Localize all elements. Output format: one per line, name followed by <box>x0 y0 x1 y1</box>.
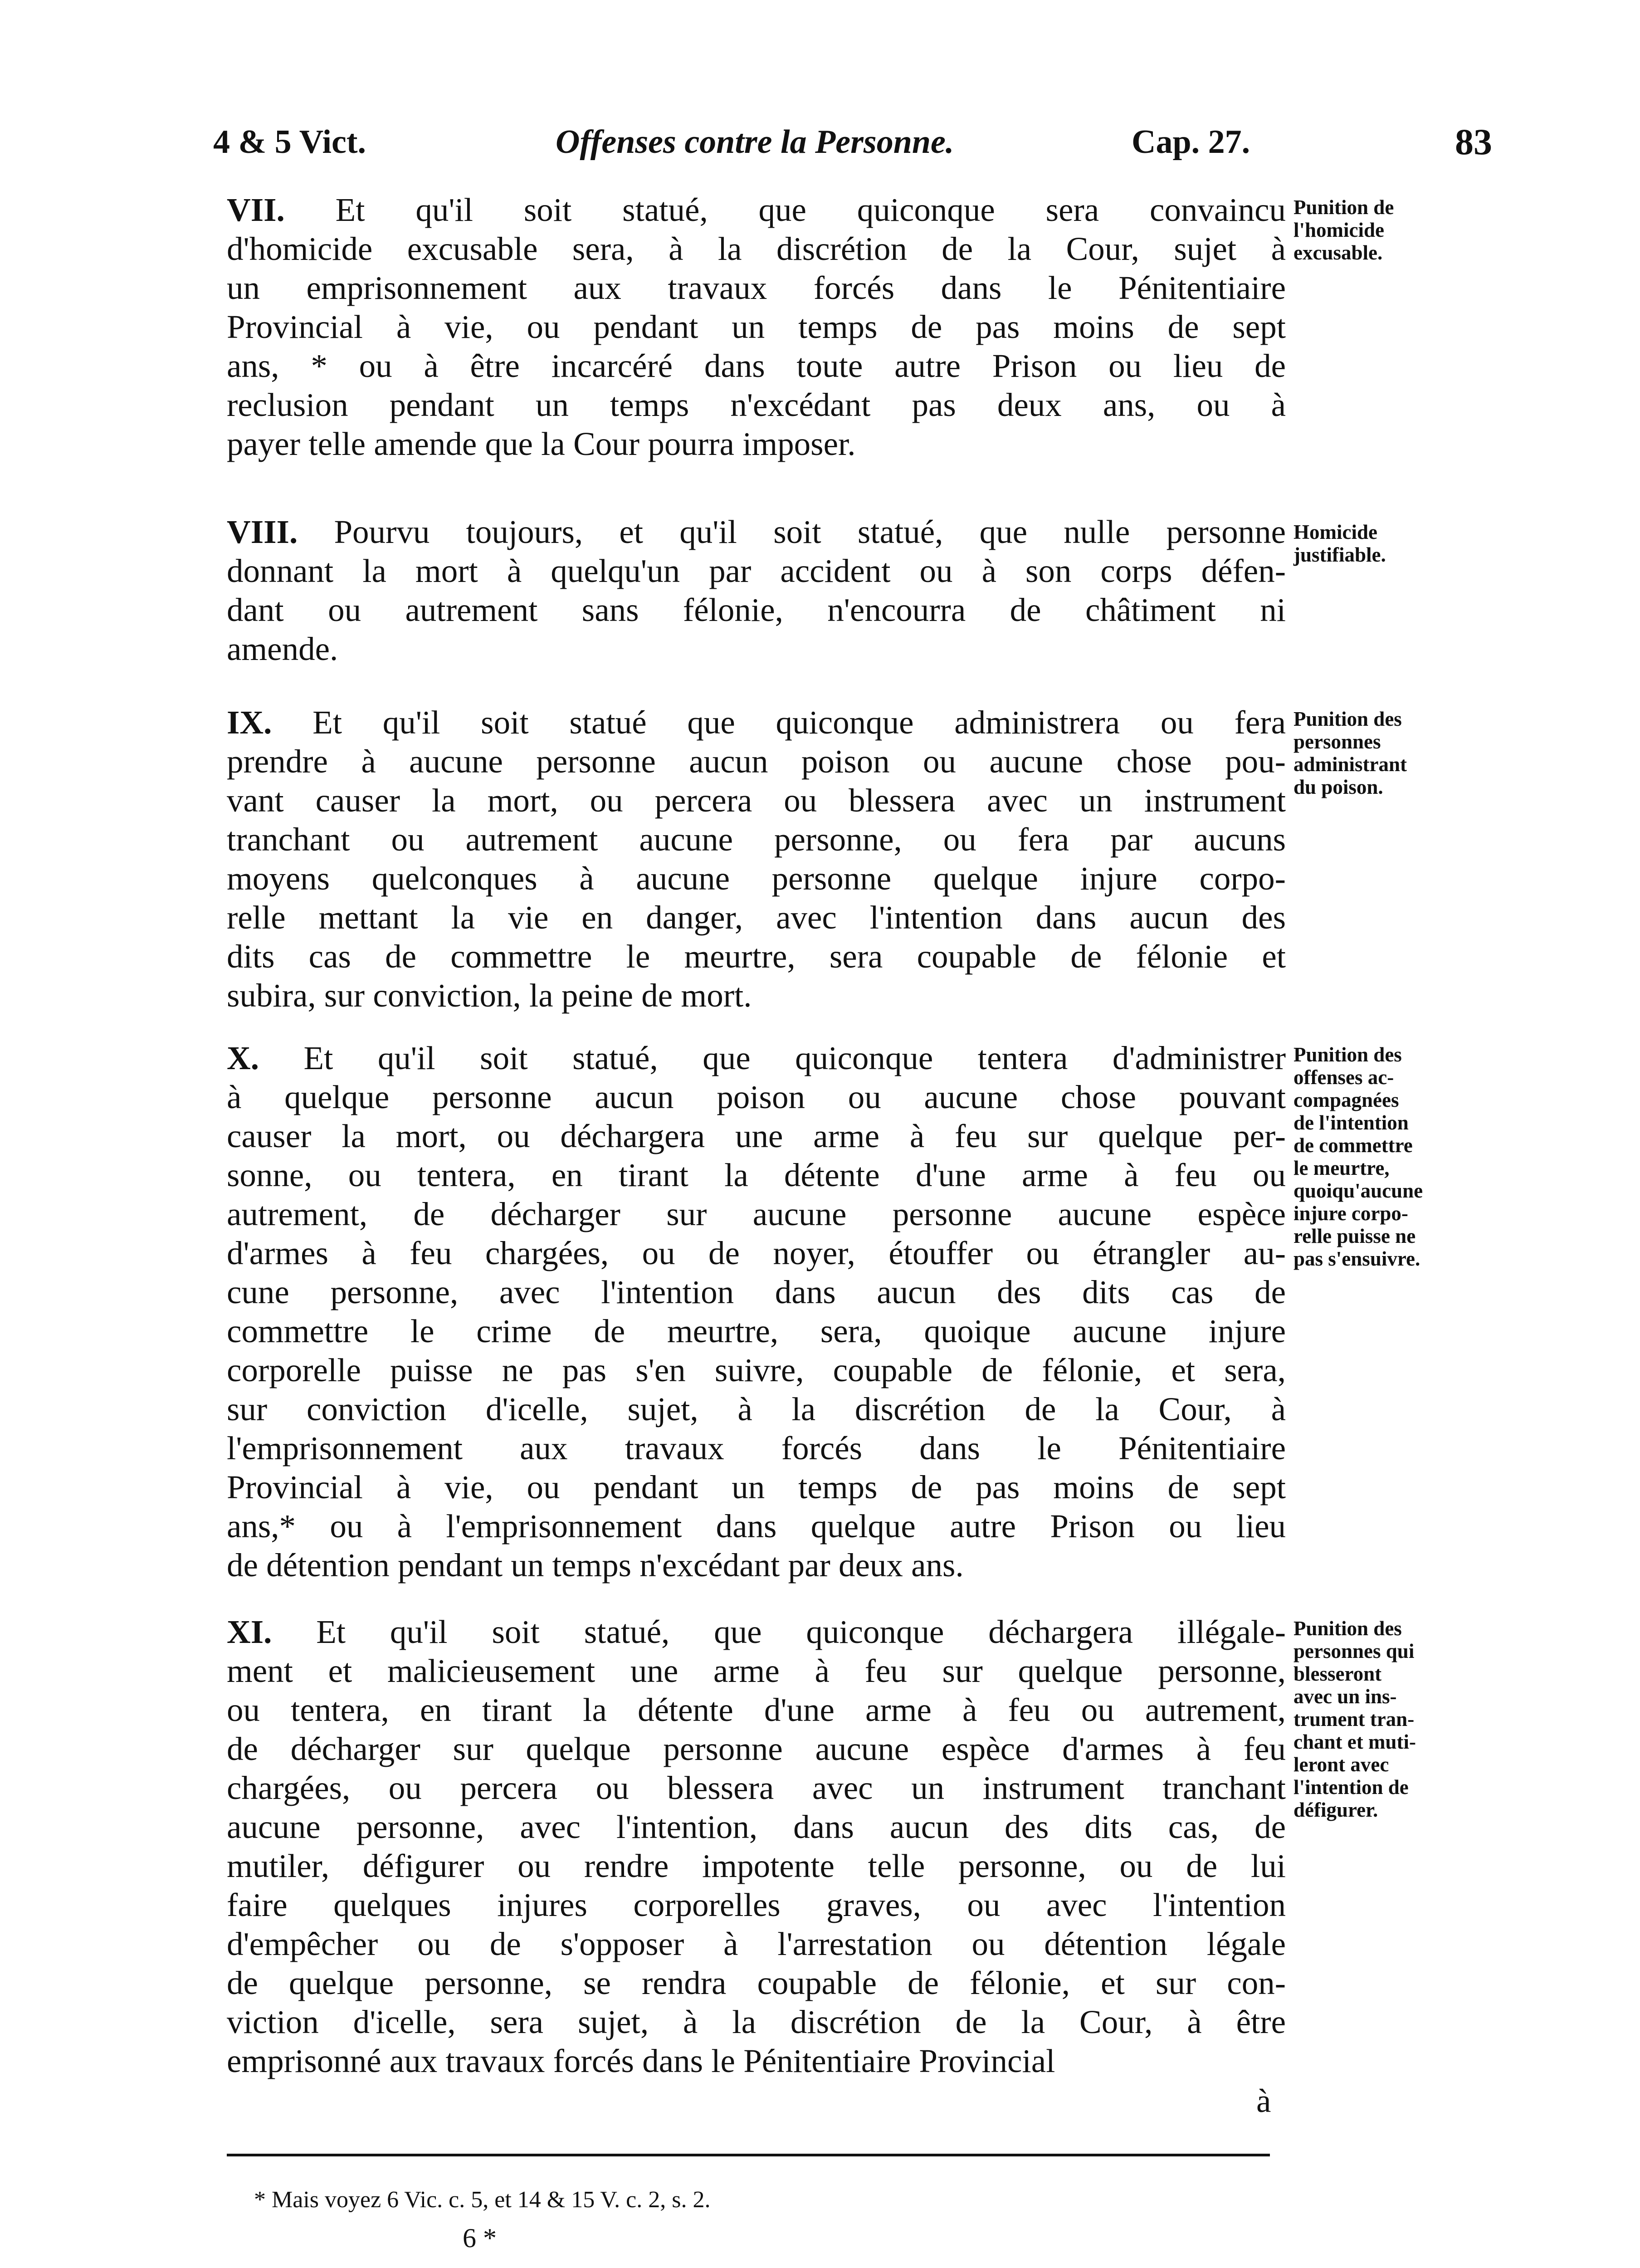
section-number: VIII. <box>227 513 298 550</box>
section-number: IX. <box>227 704 272 741</box>
text-line: prendre à aucune personne aucun poison ou aucune chose pou- <box>227 743 1286 780</box>
text-line: dant ou autrement sans félonie, n'encourra de châtiment ni <box>227 591 1286 628</box>
text-line: à quelque personne aucun poison ou aucune chose pouvant <box>227 1079 1286 1115</box>
text-line: dits cas de commettre le meurtre, sera coupable de félonie et <box>227 938 1286 975</box>
text-line: ou tentera, en tirant la détente d'une arme à feu ou autrement, <box>227 1691 1286 1728</box>
text-line: donnant la mort à quelqu'un par accident ou à son corps défen- <box>227 552 1286 589</box>
page-number: 83 <box>1455 121 1492 162</box>
margin-note-ix: Punition des personnes administrant du poison. <box>1293 708 1407 798</box>
text-line: d'armes à feu chargées, ou de noyer, étouffer ou étrangler au- <box>227 1235 1286 1271</box>
footnote: * Mais voyez 6 Vic. c. 5, et 14 & 15 V. c. 2, s. 2. <box>254 2187 711 2213</box>
text-line: l'emprisonnement aux travaux forcés dans le Pénitentiaire <box>227 1430 1286 1466</box>
text-line: un emprisonnement aux travaux forcés dans le Pénitentiaire <box>227 269 1286 306</box>
regnal-year: 4 & 5 Vict. <box>213 123 366 161</box>
section-x <box>227 1039 1286 1585</box>
section-xi <box>227 1613 1286 2081</box>
margin-note-xi: Punition des personnes qui blesseront avec un ins- trument tran- chant et muti- leront avec l'intention de défigurer. <box>1293 1617 1416 1821</box>
section-number: XI. <box>227 1613 272 1650</box>
text-line: VIII. Pourvu toujours, et qu'il soit statué, que nulle personne <box>227 513 1286 550</box>
text-line: sonne, ou tentera, en tirant la détente d'une arme à feu ou <box>227 1157 1286 1193</box>
text-line: corporelle puisse ne pas s'en suivre, coupable de félonie, et sera, <box>227 1352 1286 1388</box>
text-line: d'empêcher ou de s'opposer à l'arrestation ou détention légale <box>227 1926 1286 1962</box>
section-ix <box>227 703 1286 1015</box>
text-line: viction d'icelle, sera sujet, à la discrétion de la Cour, à être <box>227 2004 1286 2040</box>
text-line: relle mettant la vie en danger, avec l'intention dans aucun des <box>227 899 1286 936</box>
text-line: de détention pendant un temps n'excédant par deux ans. <box>227 1547 964 1584</box>
text-line: IX. Et qu'il soit statué que quiconque administrera ou fera <box>227 704 1286 741</box>
text-line: faire quelques injures corporelles graves, ou avec l'intention <box>227 1887 1286 1923</box>
text-line: tranchant ou autrement aucune personne, ou fera par aucuns <box>227 821 1286 858</box>
text-line: moyens quelconques à aucune personne quelque injure corpo- <box>227 860 1286 897</box>
text-line: de décharger sur quelque personne aucune espèce d'armes à feu <box>227 1730 1286 1767</box>
text-line: ans, * ou à être incarcéré dans toute autre Prison ou lieu de <box>227 347 1286 384</box>
footnote-rule <box>227 2154 1270 2156</box>
text-line: VII. Et qu'il soit statué, que quiconque sera convaincu <box>227 191 1286 228</box>
text-line: ans,* ou à l'emprisonnement dans quelque autre Prison ou lieu <box>227 1508 1286 1545</box>
running-header <box>213 117 1492 167</box>
text-line: X. Et qu'il soit statué, que quiconque tentera d'administrer <box>227 1040 1286 1076</box>
margin-note-x: Punition des offenses ac- compagnées de l'intention de commettre le meurtre, quoiqu'aucune injure corpo- relle puisse ne pas s'ensuivre. <box>1293 1043 1423 1270</box>
text-line: amende. <box>227 631 338 667</box>
text-line: reclusion pendant un temps n'excédant pas deux ans, ou à <box>227 386 1286 423</box>
text-line: Provincial à vie, ou pendant un temps de pas moins de sept <box>227 1469 1286 1505</box>
text-line: aucune personne, avec l'intention, dans aucun des dits cas, de <box>227 1809 1286 1845</box>
text-line: subira, sur conviction, la peine de mort. <box>227 977 752 1014</box>
text-line: causer la mort, ou déchargera une arme à feu sur quelque per- <box>227 1118 1286 1154</box>
text-line: Provincial à vie, ou pendant un temps de pas moins de sept <box>227 308 1286 345</box>
running-title: Offenses contre la Personne. <box>556 123 954 161</box>
text-line: mutiler, défigurer ou rendre impotente telle personne, ou de lui <box>227 1848 1286 1884</box>
section-vii <box>227 191 1286 464</box>
text-line: emprisonné aux travaux forcés dans le Pénitentiaire Provincial <box>227 2043 1055 2079</box>
text-line: autrement, de décharger sur aucune personne aucune espèce <box>227 1196 1286 1232</box>
margin-note-viii: Homicide justifiable. <box>1293 521 1386 566</box>
text-line: vant causer la mort, ou percera ou blessera avec un instrument <box>227 782 1286 819</box>
text-line: payer telle amende que la Cour pourra imposer. <box>227 425 856 462</box>
text-line: ment et malicieusement une arme à feu sur quelque personne, <box>227 1652 1286 1689</box>
text-line: de quelque personne, se rendra coupable de félonie, et sur con- <box>227 1965 1286 2001</box>
text-line: cune personne, avec l'intention dans aucun des dits cas de <box>227 1274 1286 1310</box>
section-number: VII. <box>227 191 285 228</box>
chapter-number: Cap. 27. <box>1132 123 1250 161</box>
signature-mark: 6 * <box>463 2223 497 2253</box>
catchword: à <box>1256 2082 1271 2119</box>
margin-note-vii: Punition de l'homicide excusable. <box>1293 196 1394 264</box>
text-line: sur conviction d'icelle, sujet, à la discrétion de la Cour, à <box>227 1391 1286 1427</box>
section-number: X. <box>227 1040 259 1076</box>
text-line: chargées, ou percera ou blessera avec un instrument tranchant <box>227 1769 1286 1806</box>
text-line: d'homicide excusable sera, à la discrétion de la Cour, sujet à <box>227 230 1286 267</box>
section-viii <box>227 513 1286 669</box>
text-line: XI. Et qu'il soit statué, que quiconque déchargera illégale- <box>227 1613 1286 1650</box>
text-line: commettre le crime de meurtre, sera, quoique aucune injure <box>227 1313 1286 1349</box>
